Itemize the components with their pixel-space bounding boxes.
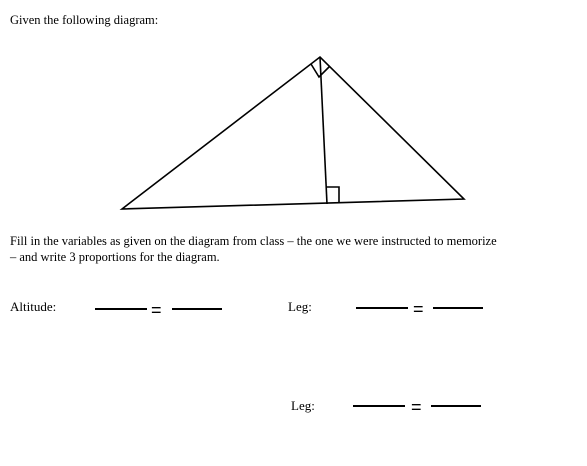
altitude-label: Altitude: [10, 299, 57, 314]
altitude-equals-sign: = [151, 300, 162, 320]
altitude-blank-left[interactable] [95, 308, 147, 310]
leg2-equals-sign: = [411, 397, 422, 417]
instructions-line-2: – and write 3 proportions for the diagram. [10, 250, 220, 264]
altitude-blank-right[interactable] [172, 308, 222, 310]
leg2-blank-left[interactable] [353, 405, 405, 407]
leg1-blank-left[interactable] [356, 307, 408, 309]
instructions-line-1: Fill in the variables as given on the diagram from class – the one we were instructed to memorize [10, 234, 497, 248]
altitude-line [320, 57, 327, 204]
intro-text: Given the following diagram: [10, 13, 159, 27]
triangle-diagram [0, 0, 587, 230]
leg-label-1: Leg: [288, 299, 312, 314]
leg2-blank-right[interactable] [431, 405, 481, 407]
right-triangle [122, 57, 464, 209]
leg-label-2: Leg: [291, 398, 315, 413]
right-angle-mark-foot [326, 187, 339, 203]
leg1-blank-right[interactable] [433, 307, 483, 309]
leg1-equals-sign: = [413, 299, 424, 319]
